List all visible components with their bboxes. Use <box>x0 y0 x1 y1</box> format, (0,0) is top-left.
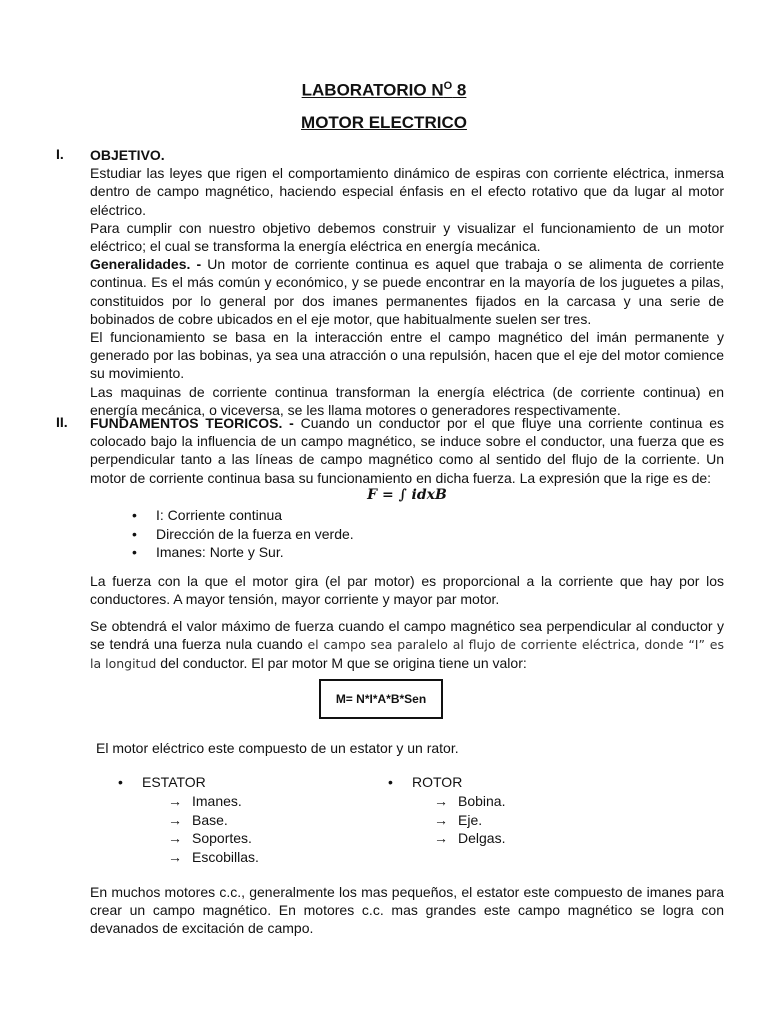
estator-label: ESTATOR <box>142 774 206 790</box>
section-1-body <box>90 146 724 419</box>
arrow-right-icon: → <box>434 793 448 809</box>
arrow-right-icon: → <box>434 830 448 846</box>
lab-title-number: 8 <box>452 80 467 100</box>
estator-heading <box>118 774 238 792</box>
lab-title-text: LABORATORIO N <box>301 80 444 100</box>
rotor-item <box>434 792 505 811</box>
section-1-number: I. <box>56 146 64 162</box>
rotor-list <box>434 792 505 848</box>
estator-list <box>168 792 259 866</box>
legend-item: • I: Corriente continua <box>132 506 354 525</box>
doc-subtitle: MOTOR ELECTRICO <box>301 113 467 132</box>
section-2-number: II. <box>56 414 68 430</box>
estator-item-label: Escobillas. <box>192 848 259 865</box>
legend-item: • Imanes: Norte y Sur. <box>132 543 354 562</box>
section-2-intro <box>90 414 724 487</box>
rotor-item <box>434 811 505 830</box>
rotor-item-label: Delgas. <box>458 830 506 846</box>
estator-item-label: Base. <box>192 811 228 828</box>
rotor-item <box>434 829 505 848</box>
objective-paragraph-2: Para cumplir con nuestro objetivo debemos construir y visualizar el funcionamiento de un motor eléctrico; el cual se transforma la energía eléctrica en energía mecánica. <box>90 219 724 255</box>
arrow-right-icon: → <box>168 811 182 828</box>
arrow-right-icon: → <box>168 848 182 865</box>
functioning-paragraph: El funcionamiento se basa en la interacción entre el campo magnético del imán permanente y generado por las bobinas, ya sea una atracción o una repulsión, hacen que el eje del motor comience su movimiento. <box>90 329 724 382</box>
estator-item <box>168 829 259 848</box>
lab-title <box>0 80 768 101</box>
arrow-right-icon: → <box>434 811 448 828</box>
force-formula: F = ∫ idxB <box>367 487 447 503</box>
motor-parts-paragraph: El motor eléctrico este compuesto de un estator y un rator. <box>96 740 459 756</box>
generalidades-text: Un motor de corriente continua es aquel que trabaja o se alimenta de corriente continua. Es el más común y económico, y se puede encontrar en la mayoría de los juguetes a pilas, constituidos por lo general por dos imanes permanentes fijados en la carcasa y una serie de bobinados de cobre ubicados en el eje motor, que habitualmente suelen ser tres. <box>90 256 724 327</box>
legend-item: • Dirección de la fuerza en verde. <box>132 525 354 544</box>
force-paragraph: La fuerza con la que el motor gira (el par motor) es proporcional a la corriente que hay por los conductores. A mayor tensión, mayor corriente y mayor par motor. <box>90 573 724 608</box>
estator-item <box>168 848 259 867</box>
max-force-text-b: el campo sea paralelo al flujo de corriente eléctrica, donde “I” es la longitud <box>90 637 724 672</box>
objective-paragraph-1: Estudiar las leyes que rigen el comportamiento dinámico de espiras con corriente eléctrica, inmersa dentro de campo magnético, haciendo especial énfasis en el efecto rotativo que da lugar al motor eléctrico. <box>90 165 724 218</box>
estator-item-label: Imanes. <box>192 793 242 809</box>
max-force-text-c: del conductor. El par motor M que se origina tiene un valor: <box>160 655 527 672</box>
max-force-text-a: Se obtendrá el valor máximo de fuerza cuando el campo magnético sea perpendicular al conductor y se tendrá una fuerza nula cuando <box>90 618 724 653</box>
formula-legend-list <box>132 506 354 562</box>
dc-machines-paragraph: Las maquinas de corriente continua transforman la energía eléctrica (de corriente continua) en energía mecánica, o viceversa, se les llama motores o generadores respectivamente. <box>90 383 724 418</box>
arrow-right-icon: → <box>168 830 182 846</box>
arrow-right-icon: → <box>168 793 182 809</box>
estator-item <box>168 811 259 830</box>
bullet-icon: • <box>118 774 123 790</box>
rotor-item-label: Bobina. <box>458 793 506 809</box>
generalidades-paragraph <box>90 255 724 328</box>
generalidades-heading: Generalidades. - <box>90 256 202 273</box>
lab-title-superscript: O <box>443 80 453 92</box>
estator-item-label: Soportes. <box>192 830 252 846</box>
final-paragraph: En muchos motores c.c., generalmente los mas pequeños, el estator este compuesto de imanes para crear un campo magnético. En motores c.c. mas grandes este campo magnético se logra con devanados de excitación de campo. <box>90 884 724 937</box>
rotor-heading <box>388 774 508 792</box>
section-2-heading: FUNDAMENTOS TEORICOS. - <box>90 415 294 431</box>
section-1-heading: OBJETIVO. <box>90 147 165 163</box>
section-2-text: Cuando un conductor por el que fluye una corriente continua es colocado bajo la influencia de un campo magnético, se induce sobre el conductor, una fuerza que es perpendicular tanto a las líneas de campo magnético como al sentido del flujo de la corriente. Un motor de corriente continua basa su funcionamiento en dicha fuerza. La expresión que la rige es de: <box>90 415 724 486</box>
bullet-icon: • <box>388 774 393 790</box>
torque-formula-box: M= N*I*A*B*Sen <box>319 679 443 719</box>
max-force-paragraph <box>90 617 724 674</box>
rotor-item-label: Eje. <box>458 811 483 828</box>
rotor-label: ROTOR <box>412 774 463 790</box>
estator-item <box>168 792 259 811</box>
